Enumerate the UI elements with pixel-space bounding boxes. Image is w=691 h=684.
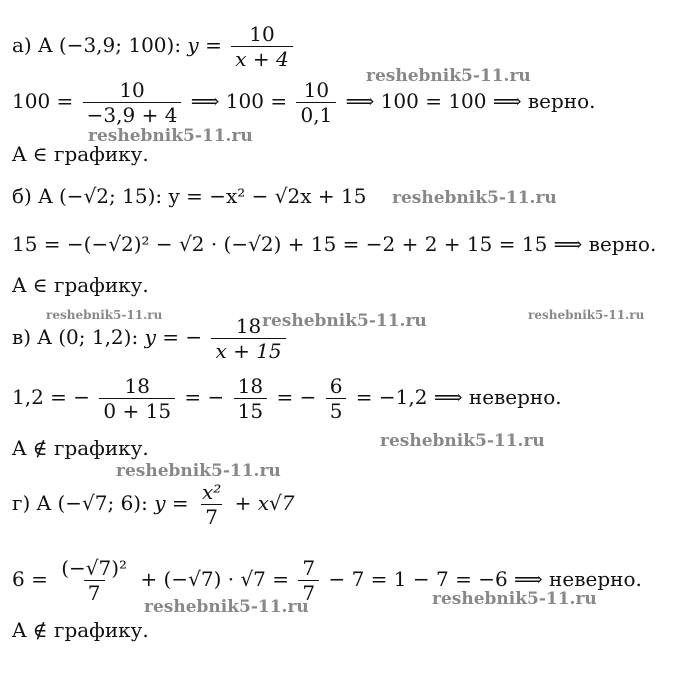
- calc-fraction-1: [99, 374, 175, 423]
- calc-mid-2: = −: [276, 385, 317, 409]
- fraction-denominator: x + 15: [211, 338, 285, 363]
- part-b-verdict: A ∈ графику.: [12, 273, 149, 297]
- calc-fraction-1: [57, 556, 131, 605]
- part-v-eq: y = −: [144, 325, 203, 349]
- fraction-denominator: 0 + 15: [99, 398, 175, 423]
- fraction-numerator: 10: [303, 78, 330, 102]
- watermark: reshebnik5-11.ru: [366, 66, 531, 86]
- calc-end: = −1,2 ⟹ неверно.: [355, 385, 562, 409]
- part-g-header: [12, 480, 295, 529]
- part-a-fraction: [231, 22, 292, 71]
- part-g-verdict: A ∉ графику.: [12, 618, 149, 642]
- calc-mid: = −: [184, 385, 225, 409]
- calc-lhs: 6 =: [12, 567, 48, 591]
- calc-mid: ⟹ 100 =: [190, 89, 288, 113]
- watermark: reshebnik5-11.ru: [380, 431, 545, 451]
- calc-lhs: 100 =: [12, 89, 74, 113]
- fraction-denominator: 0,1: [296, 102, 336, 127]
- fraction-numerator: (−√7)²: [61, 556, 128, 580]
- part-v-calc: [12, 374, 562, 423]
- calc-lhs: 1,2 = −: [12, 385, 91, 409]
- watermark: reshebnik5-11.ru: [46, 308, 163, 322]
- calc-end: − 7 = 1 − 7 = −6 ⟹ неверно.: [328, 567, 642, 591]
- part-g-eq: y =: [154, 491, 189, 515]
- fraction-denominator: x + 4: [231, 46, 292, 71]
- part-a-verdict: A ∈ графику.: [12, 142, 149, 166]
- watermark: reshebnik5-11.ru: [116, 461, 281, 481]
- fraction-numerator: 6: [329, 374, 343, 398]
- fraction-numerator: 7: [302, 556, 316, 580]
- calc-fraction-2: [296, 78, 336, 127]
- fraction-numerator: 10: [249, 22, 275, 46]
- fraction-denominator: 7: [201, 504, 222, 529]
- part-b-label: б) A (−√2; 15):: [12, 184, 163, 208]
- part-v-verdict: A ∉ графику.: [12, 436, 149, 460]
- fraction-numerator: x²: [201, 480, 222, 504]
- part-b-eq: y = −x² − √2x + 15: [168, 184, 367, 208]
- watermark: reshebnik5-11.ru: [392, 188, 557, 208]
- calc-mid: + (−√7) · √7 =: [140, 567, 290, 591]
- watermark: reshebnik5-11.ru: [88, 126, 253, 146]
- watermark: reshebnik5-11.ru: [144, 597, 309, 617]
- part-b-header: [12, 184, 366, 208]
- fraction-denominator: 7: [298, 580, 319, 605]
- part-g-label: г) A (−√7; 6):: [12, 491, 148, 515]
- calc-end: ⟹ 100 = 100 ⟹ верно.: [345, 89, 596, 113]
- fraction-denominator: 15: [234, 398, 267, 423]
- calc-fraction-1: [83, 78, 182, 127]
- part-g-fraction: [198, 480, 225, 529]
- part-a-header: [12, 22, 296, 71]
- calc-fraction-3: [326, 374, 347, 423]
- fraction-denominator: 5: [326, 398, 347, 423]
- watermark: reshebnik5-11.ru: [432, 589, 597, 609]
- watermark: reshebnik5-11.ru: [528, 308, 645, 322]
- fraction-denominator: −3,9 + 4: [83, 102, 182, 127]
- watermark: reshebnik5-11.ru: [262, 311, 427, 331]
- part-v-label: в) A (0; 1,2):: [12, 325, 139, 349]
- fraction-numerator: 18: [237, 374, 264, 398]
- part-g-tail: + x√7: [234, 491, 295, 515]
- part-a-eq: y =: [187, 33, 222, 57]
- calc-fraction-2: [234, 374, 267, 423]
- fraction-numerator: 18: [124, 374, 150, 398]
- fraction-numerator: 10: [119, 78, 145, 102]
- part-b-calc: 15 = −(−√2)² − √2 · (−√2) + 15 = −2 + 2 + 15 = 15 ⟹ верно.: [12, 232, 657, 256]
- fraction-numerator: 18: [235, 314, 262, 338]
- part-a-label: а) A (−3,9; 100):: [12, 33, 182, 57]
- fraction-denominator: 7: [84, 580, 105, 605]
